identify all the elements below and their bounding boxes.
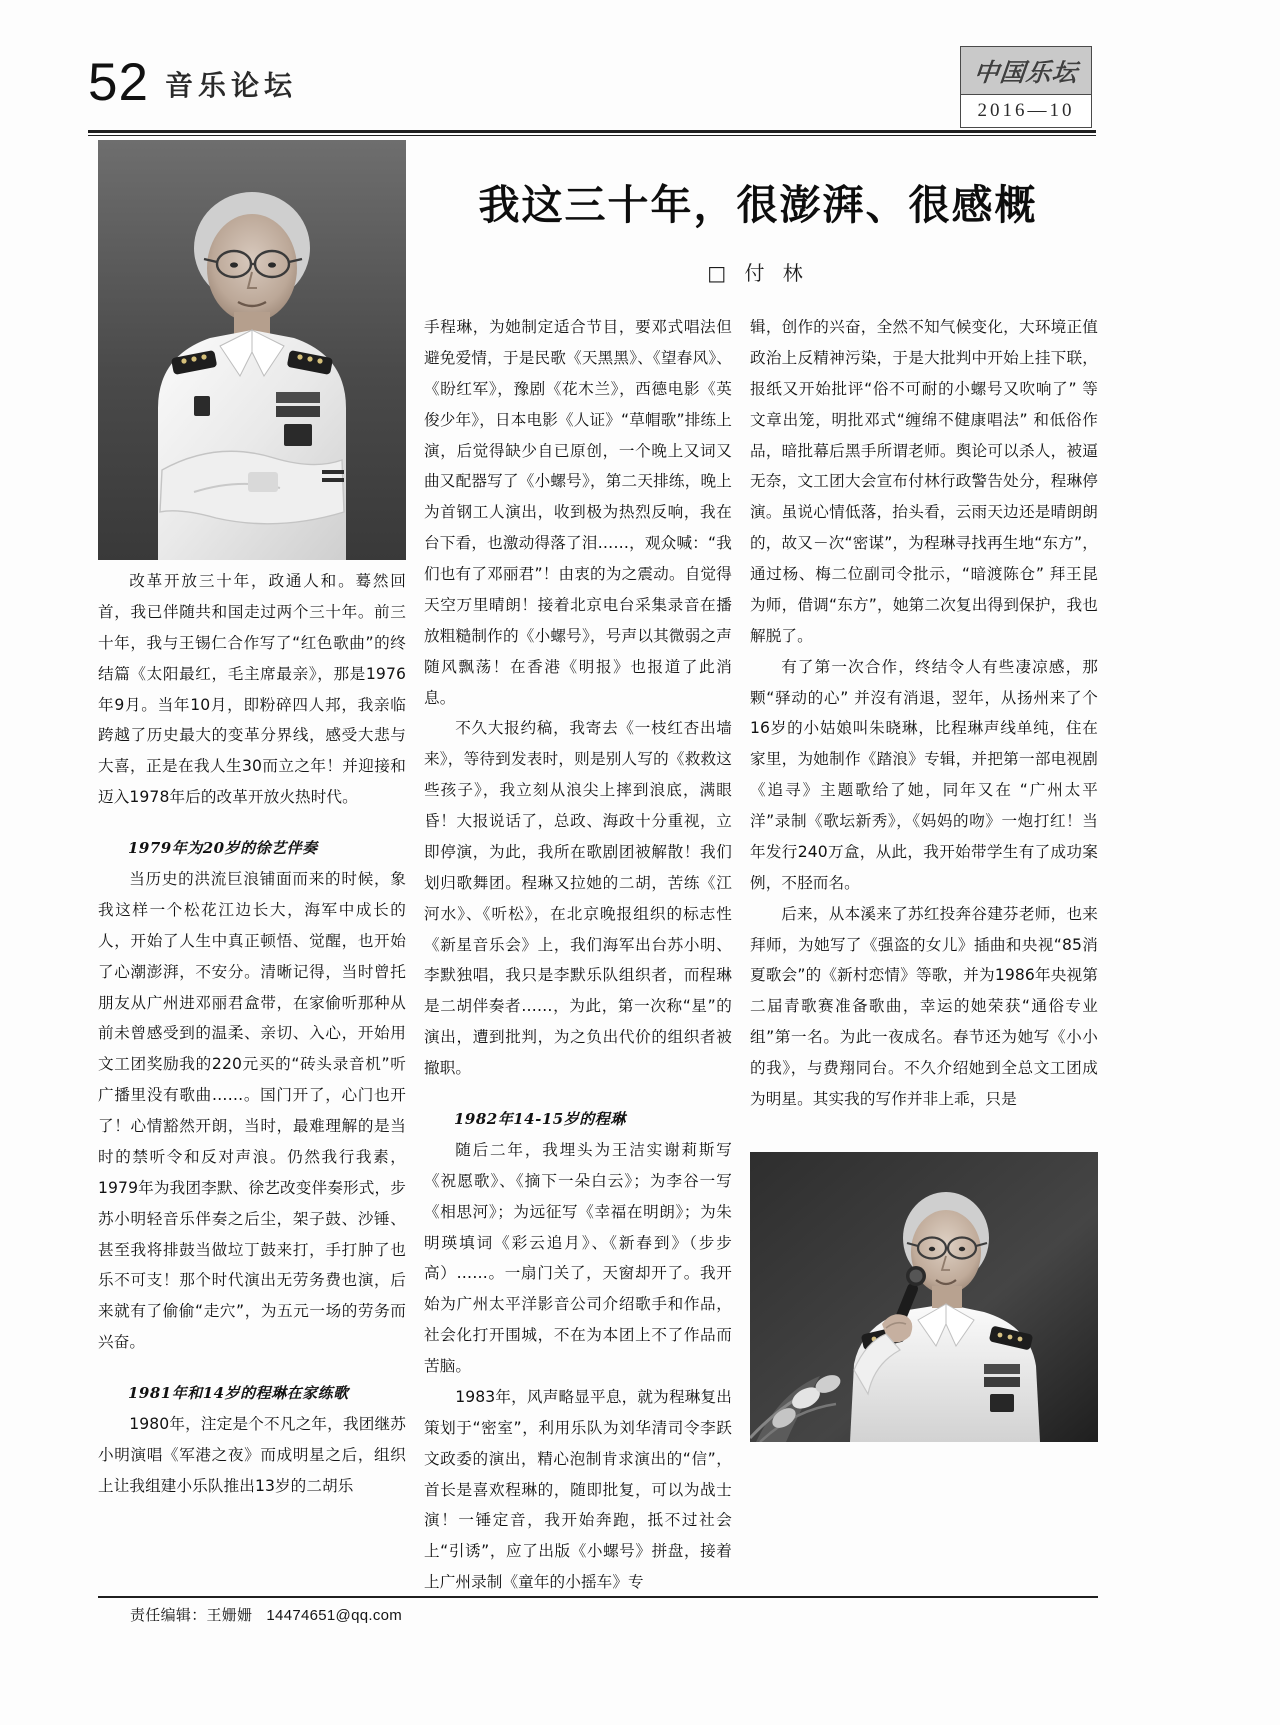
portrait-photo-uniform-image: [98, 140, 406, 560]
masthead-issue: 2016—10: [961, 95, 1091, 127]
subheading-1982: 1982年14-15岁的程琳: [454, 1109, 626, 1128]
paragraph: 1983年，风声略显平息，就为程琳复出策划于“密室”，利用乐队为刘华清司令李跃文政委的演出，精心泡制肯求演出的“信”，首长是喜欢程琳的，随即批复，可以为战士演！一锤定音，我开始奔跑，抵不过社会上“引诱”，应了出版《小螺号》拼盘，接着上广州录制《童年的小摇车》专: [424, 1387, 732, 1592]
subheading-1979: 1979年为20岁的徐艺伴奏: [128, 839, 318, 857]
portrait-photo-uniform: [98, 140, 406, 560]
page-header: [88, 40, 1096, 140]
header-rule-thick: [88, 130, 1096, 133]
masthead-logo-text: 中国乐坛: [972, 57, 1080, 87]
paragraph: 改革开放三十年，政通人和。蓦然回首，我已伴随共和国走过两个三十年。前三十年，我与王锡仁合作写了“红色歌曲”的终结篇《太阳最红，毛主席最亲》，那是1976年9月。当年10月，即粉碎四人邦，我亲临跨越了历史最大的变革分界线，感受大悲与大喜，正是在我人生30而立之年！并迎接和迈入1978年后的改革开放火热时代。: [98, 572, 406, 807]
paragraph: 有了第一次合作，终结令人有些凄凉感，那颗“驿动的心” 并沒有消退，翌年，从扬州来了个16岁的小姑娘叫朱晓琳，比程琳声线单纯，住在家里，为她制作《踏浪》专辑，并把第一部电视剧《追寻》主题歌给了她，同年又在 “广州太平洋”录制《歌坛新秀》，《妈妈的吻》一炮打红！当年发行240万盒，从此，我开始带学生有了成功案例，不胫而名。: [750, 657, 1098, 892]
article-byline: □ 付 林: [707, 261, 809, 286]
paragraph: 随后二年，我埋头为王洁实谢莉斯写《祝愿歌》、《摘下一朵白云》；为李谷一写《相思河》；为远征写《幸福在明朗》；为朱明瑛填词《彩云追月》、《新春到》（步步高）……。一扇门关了，天窗却开了。我开始为广州太平洋影音公司介绍歌手和作品，社会化打开围城，不在为本团上不了作品而苦脑。: [424, 1140, 732, 1375]
folio-group: [88, 53, 297, 112]
masthead-box: [960, 46, 1092, 128]
performance-photo-microphone-image: [750, 1152, 1098, 1442]
column-one: [98, 566, 406, 1502]
title-block: [420, 180, 1096, 286]
paragraph-continued: 手程琳，为她制定适合节目，要邓式唱法但避免爱情，于是民歌《天黑黑》、《望春风》、《盼红军》，豫剧《花木兰》，西德电影《英俊少年》，日本电影《人证》“草帽歌”排练上演，后觉得缺少自已原创，一个晚上又词又曲又配器写了《小螺号》，第二天排练，晚上为首钢工人演出，收到极为热烈反响，我在台下看，也激动得落了泪……，观众喊：“我们也有了邓丽君”！由衷的为之震动。自觉得天空万里晴朗！接着北京电台采集录音在播放粗糙制作的《小螺号》，号声以其微弱之声随风飘荡！在香港《明报》也报道了此消息。: [424, 318, 732, 707]
column-two: [424, 312, 732, 1598]
subheading-1981: 1981年和14岁的程琳在家练歌: [128, 1384, 349, 1402]
paragraph: 后来，从本溪来了苏红投奔谷建芬老师，也来拜师，为她写了《强盗的女儿》插曲和央视“85消夏歌会”的《新村恋情》等歌，并为1986年央视第二届青歌赛准备歌曲，幸运的她荣获“通俗专业组”第一名。为此一夜成名。春节还为她写《小小的我》，与费翔同台。不久介绍她到全总文工团成为明星。其实我的写作并非上乖，只是: [750, 904, 1098, 1108]
header-rule-thin: [88, 135, 1096, 136]
paragraph: 1980年，注定是个不凡之年，我团继苏小明演唱《军港之夜》而成明星之后，组织上让我组建小乐队推出13岁的二胡乐: [98, 1415, 406, 1495]
performance-photo-microphone: [750, 1152, 1098, 1442]
footer-rule: [98, 1596, 1098, 1598]
masthead-logo: [961, 47, 1091, 95]
paragraph-continued: 辑，创作的兴奋，全然不知气候变化，大环境正值政治上反精神污染，于是大批判中开始上挂下联，报纸又开始批评“俗不可耐的小螺号又吹响了” 等文章出笼，明批邓式“缠绵不健康唱法” 和低俗作品，暗批幕后黑手所谓老师。舆论可以杀人，被逼无奈，文工团大会宣布付林行政警告处分，程琳停演。虽说心情低落，抬头看，云雨天边还是晴朗朗的，故又－次“密谋”，为程琳寻找再生地“东方”，通过杨、梅二位副司令批示，“暗渡陈仓” 拜王昆为师，借调“东方”，她第二次复出得到保护，我也解脱了。: [750, 318, 1098, 645]
editor-email: 14474651@qq.com: [266, 1607, 403, 1624]
section-title: 音乐论坛: [164, 69, 297, 103]
paragraph: 当历史的洪流巨浪铺面而来的时候，象我这样一个松花江边长大，海军中成长的人，开始了人生中真正顿悟、觉醒，也开始了心潮澎湃，不安分。清晰记得，当时曾托朋友从广州进邓丽君盒带，在家偷听那种从前未曾感受到的温柔、亲切、入心，开始用文工团奖励我的220元买的“砖头录音机”听广播里没有歌曲……。国门开了，心门也开了！心情豁然开朗，当时，最难理解的是当时的禁听令和反对声浪。仍然我行我素，1979年为我团李默、徐艺改变伴奏形式，步苏小明轻音乐伴奏之后尘，架子鼓、沙锤、甚至我将排鼓当做垃丁鼓来打，手打肿了也乐不可支！那个时代演出无劳务费也演，后来就有了偷偷“走穴”，为五元一场的劳务而兴奋。: [98, 870, 406, 1352]
page-number: 52: [88, 53, 149, 112]
article-title: 我这三十年，很澎湃、很感概: [478, 181, 1038, 229]
editor-label: 责任编辑：王姗姗: [130, 1606, 253, 1624]
paragraph: 不久大报约稿，我寄去《一枝红杏出墙来》，等待到发表时，则是别人写的《救救这些孩子》，我立刻从浪尖上摔到浪底，满眼昏！大报说话了，总政、海政十分重视，立即停演，为此，我所在歌剧团被解散！我们划归歌舞团。程琳又拉她的二胡，苦练《江河水》、《听松》，在北京晚报组织的标志性《新星音乐会》上，我们海军出台苏小明、李默独唱，我只是李默乐队组织者，而程琳是二胡伴奏者……，为此，第一次称“星”的演出，遭到批判，为之负出代价的组织者被撤职。: [424, 719, 732, 1077]
footer-credits: [130, 1604, 402, 1625]
column-three: [750, 312, 1098, 1115]
